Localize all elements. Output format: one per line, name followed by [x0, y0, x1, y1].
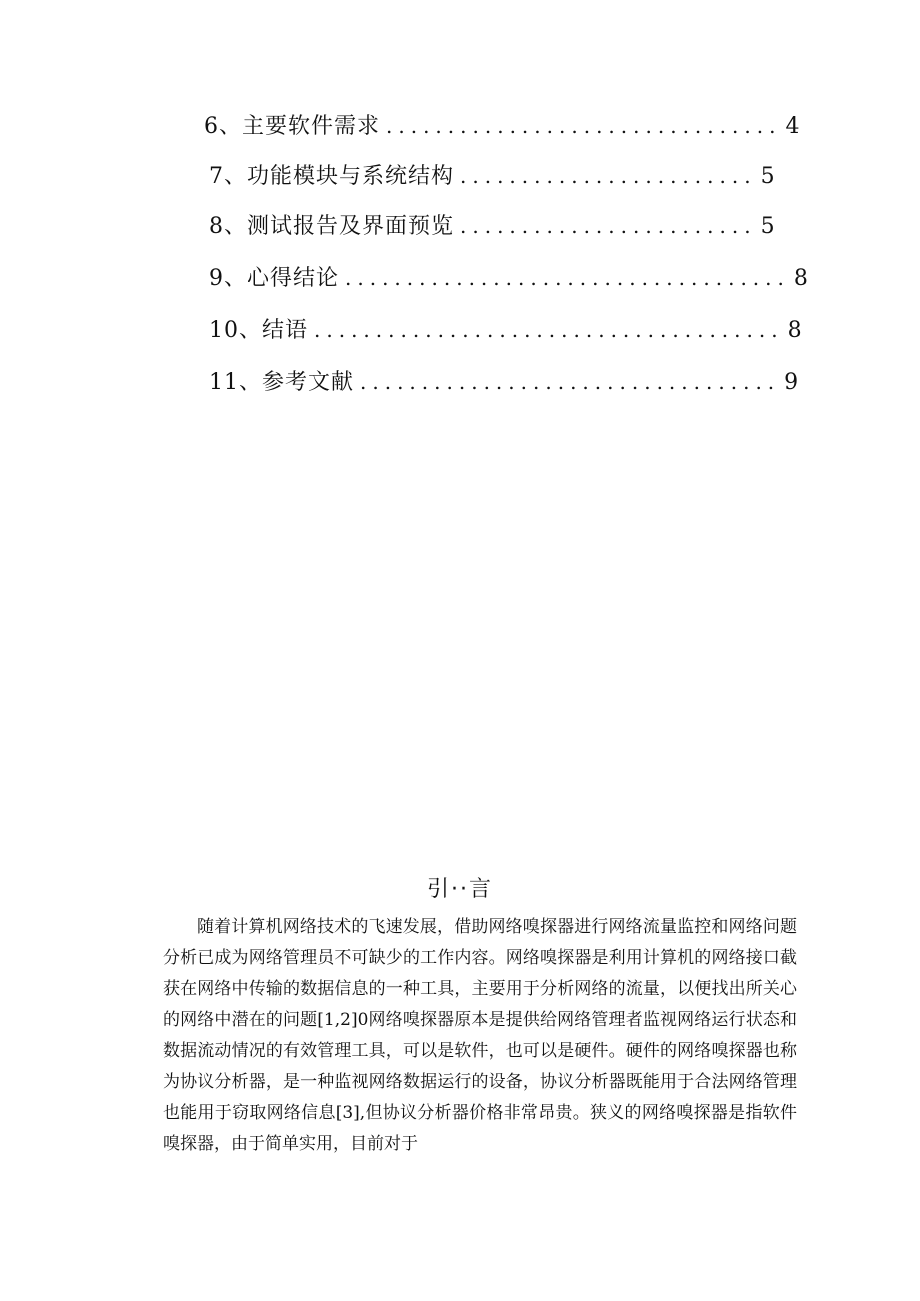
- toc-leader-dots: ........................: [460, 164, 757, 188]
- toc-page-number: 4: [785, 114, 800, 139]
- toc-page-number: 8: [787, 318, 802, 343]
- toc-entry-label: 11、参考文献: [209, 370, 354, 395]
- toc-entry-label: 7、功能模块与系统结构: [209, 164, 454, 189]
- toc-entry-label: 9、心得结论: [209, 266, 339, 291]
- toc-leader-dots: ....................................: [345, 266, 790, 290]
- section-title: 引··言: [427, 877, 493, 902]
- toc-leader-dots: ..................................: [360, 370, 781, 394]
- toc-page-number: 8: [793, 266, 808, 291]
- toc-leader-dots: ......................................: [314, 318, 784, 342]
- toc-entry-8[interactable]: [209, 208, 775, 244]
- toc-entry-label: 8、测试报告及界面预览: [209, 214, 454, 239]
- toc-page-number: 5: [760, 214, 775, 239]
- table-of-contents: [0, 0, 920, 420]
- toc-leader-dots: ........................: [460, 214, 757, 238]
- toc-entry-label: 6、主要软件需求: [204, 114, 380, 139]
- toc-entry-10[interactable]: [209, 312, 802, 348]
- toc-entry-7[interactable]: [209, 158, 775, 194]
- toc-entry-9[interactable]: [209, 260, 808, 296]
- toc-leader-dots: ................................: [386, 114, 782, 138]
- toc-page-number: 9: [784, 370, 799, 395]
- toc-page-number: 5: [760, 164, 775, 189]
- toc-entry-label: 10、结语: [209, 318, 308, 343]
- intro-paragraph: 随着计算机网络技术的飞速发展，借助网络嗅探器进行网络流量监控和网络问题分析已成为网络管理员不可缺少的工作内容。网络嗅探器是利用计算机的网络接口截获在网络中传输的数据信息的一种工具，主要用于分析网络的流量，以便找出所关心的网络中潜在的问题[1,2]0网络嗅探器原本是提供给网络管理者监视网络运行状态和数据流动情况的有效管理工具，可以是软件，也可以是硬件。硬件的网络嗅探器也称为协议分析器，是一种监视网络数据运行的设备，协议分析器既能用于合法网络管理也能用于窃取网络信息[3],但协议分析器价格非常昂贵。狭义的网络嗅探器是指软件嗅探器，由于简单实用，目前对于: [163, 917, 797, 1154]
- toc-entry-6[interactable]: [204, 108, 800, 144]
- toc-entry-11[interactable]: [209, 364, 799, 400]
